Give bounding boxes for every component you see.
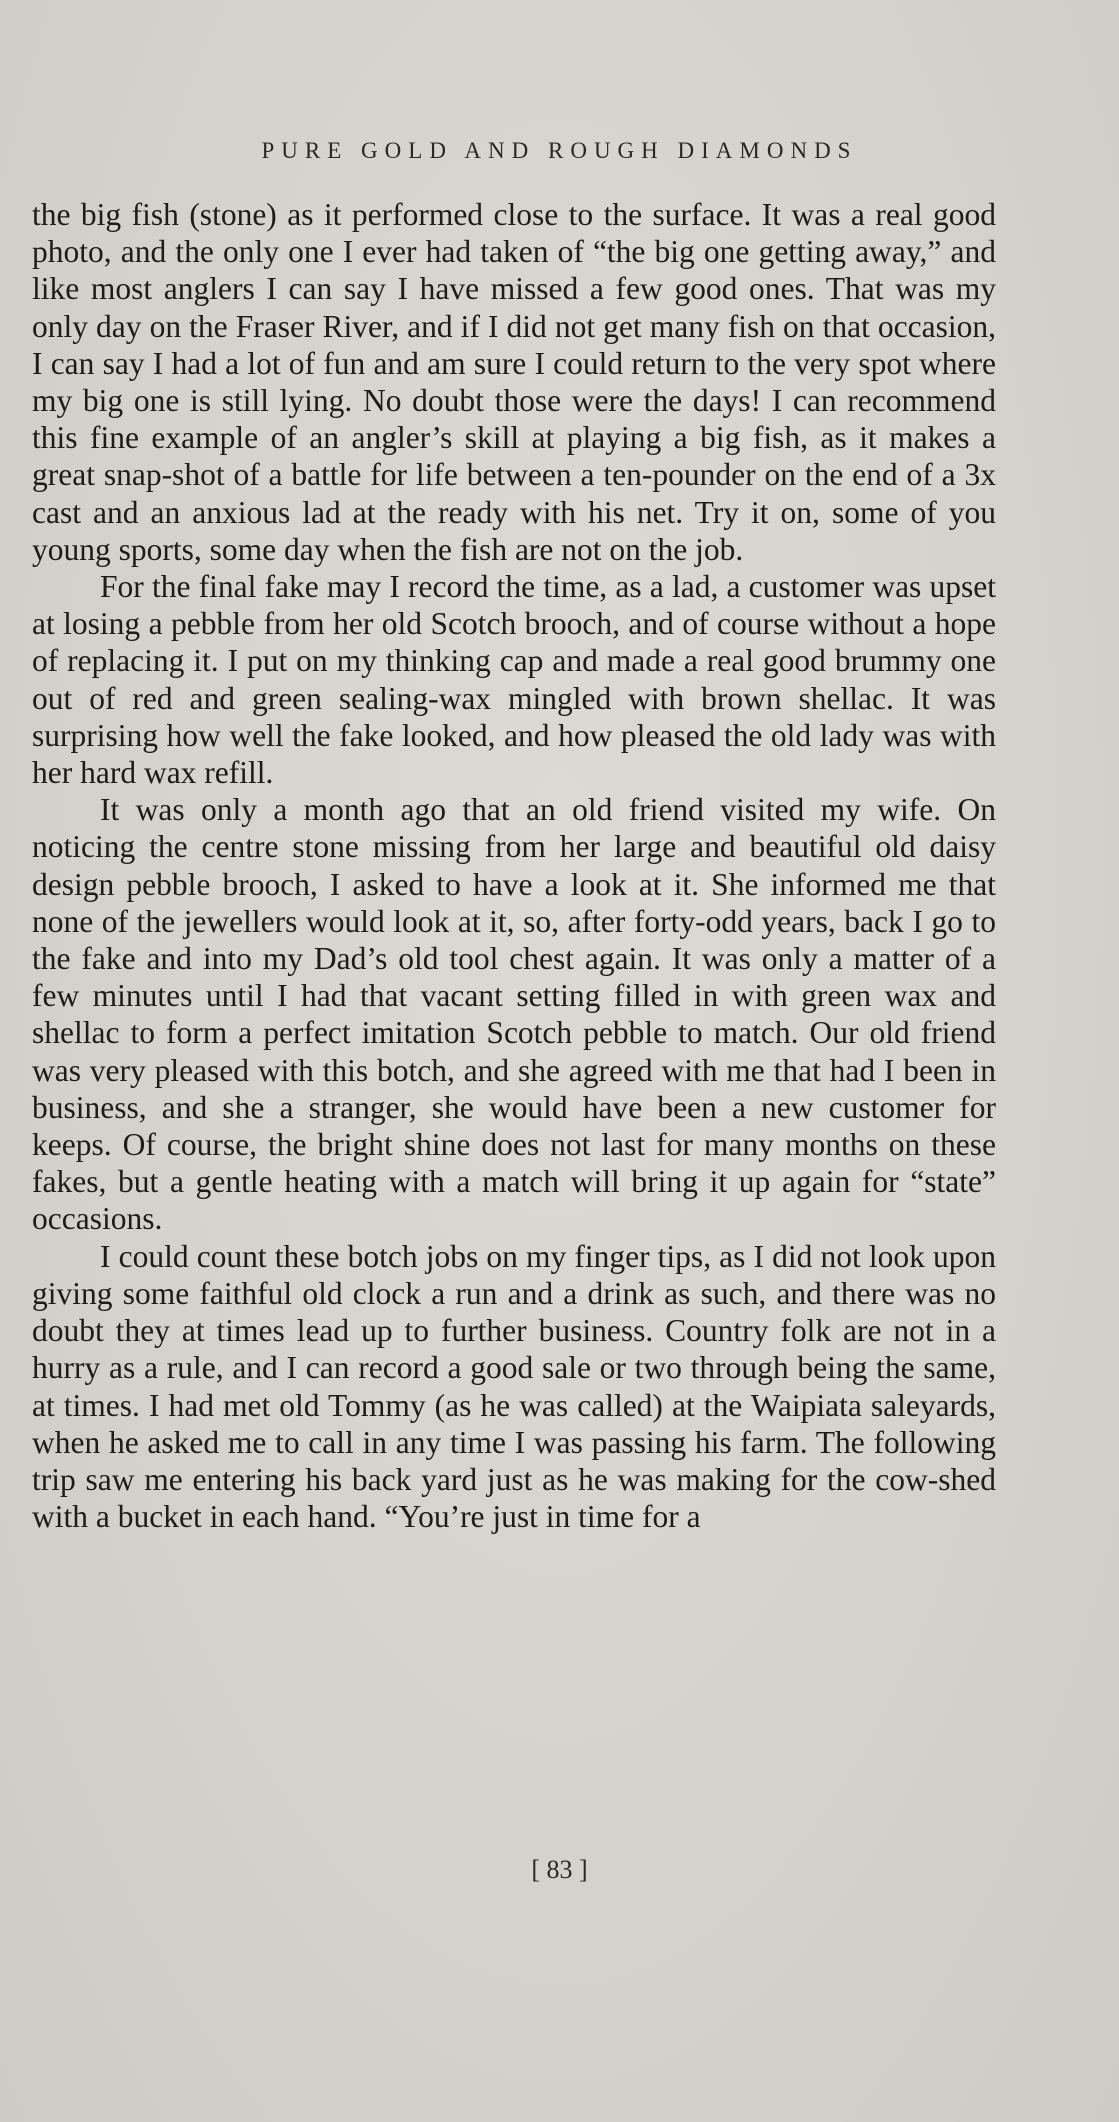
body-text — [32, 196, 996, 1535]
page-number: [ 83 ] — [531, 1855, 588, 1884]
running-head: PURE GOLD AND ROUGH DIAMONDS — [261, 138, 858, 163]
paragraph: I could count these botch jobs on my finger tips, as I did not look upon giving some faithful old clock a run and a drink as such, and there was no doubt they at times lead up to further business. Country folk are not in a hurry as a rule, and I can record a good sale or two through being the same, at times. I had met old Tommy (as he was called) at the Waipiata saleyards, when he asked me to call in any time I was passing his farm. The following trip saw me entering his back yard just as he was making for the cow-shed with a bucket in each hand. “You’re just in time for a — [32, 1238, 996, 1535]
paragraph: It was only a month ago that an old friend visited my wife. On noticing the centre stone missing from her large and beautiful old daisy design pebble brooch, I asked to have a look at it. She informed me that none of the jewellers would look at it, so, after forty-odd years, back I go to the fake and into my Dad’s old tool chest again. It was only a matter of a few minutes until I had that vacant setting filled in with green wax and shellac to form a perfect imitation Scotch pebble to match. Our old friend was very pleased with this botch, and she agreed with me that had I been in business, and she a stranger, she would have been a new customer for keeps. Of course, the bright shine does not last for many months on these fakes, but a gentle heating with a match will bring it up again for “state” occasions. — [32, 792, 996, 1237]
paragraph-continued: the big fish (stone) as it performed close to the surface. It was a real good photo, and the only one I ever had taken of “the big one getting away,” and like most anglers I can say I have missed a few good ones. That was my only day on the Fraser River, and if I did not get many fish on that occasion, I can say I had a lot of fun and am sure I could return to the very spot where my big one is still lying. No doubt those were the days! I can recommend this fine example of an angler’s skill at playing a big fish, as it makes a great snap-shot of a battle for life between a ten-pounder on the end of a 3x cast and an anxious lad at the ready with his net. Try it on, some of you young sports, some day when the fish are not on the job. — [32, 197, 996, 567]
paragraph: For the final fake may I record the time, as a lad, a customer was upset at losing a pebble from her old Scotch brooch, and of course without a hope of replacing it. I put on my thinking cap and made a real good brummy one out of red and green sealing-wax mingled with brown shellac. It was surprising how well the fake looked, and how pleased the old lady was with her hard wax refill. — [32, 569, 996, 791]
